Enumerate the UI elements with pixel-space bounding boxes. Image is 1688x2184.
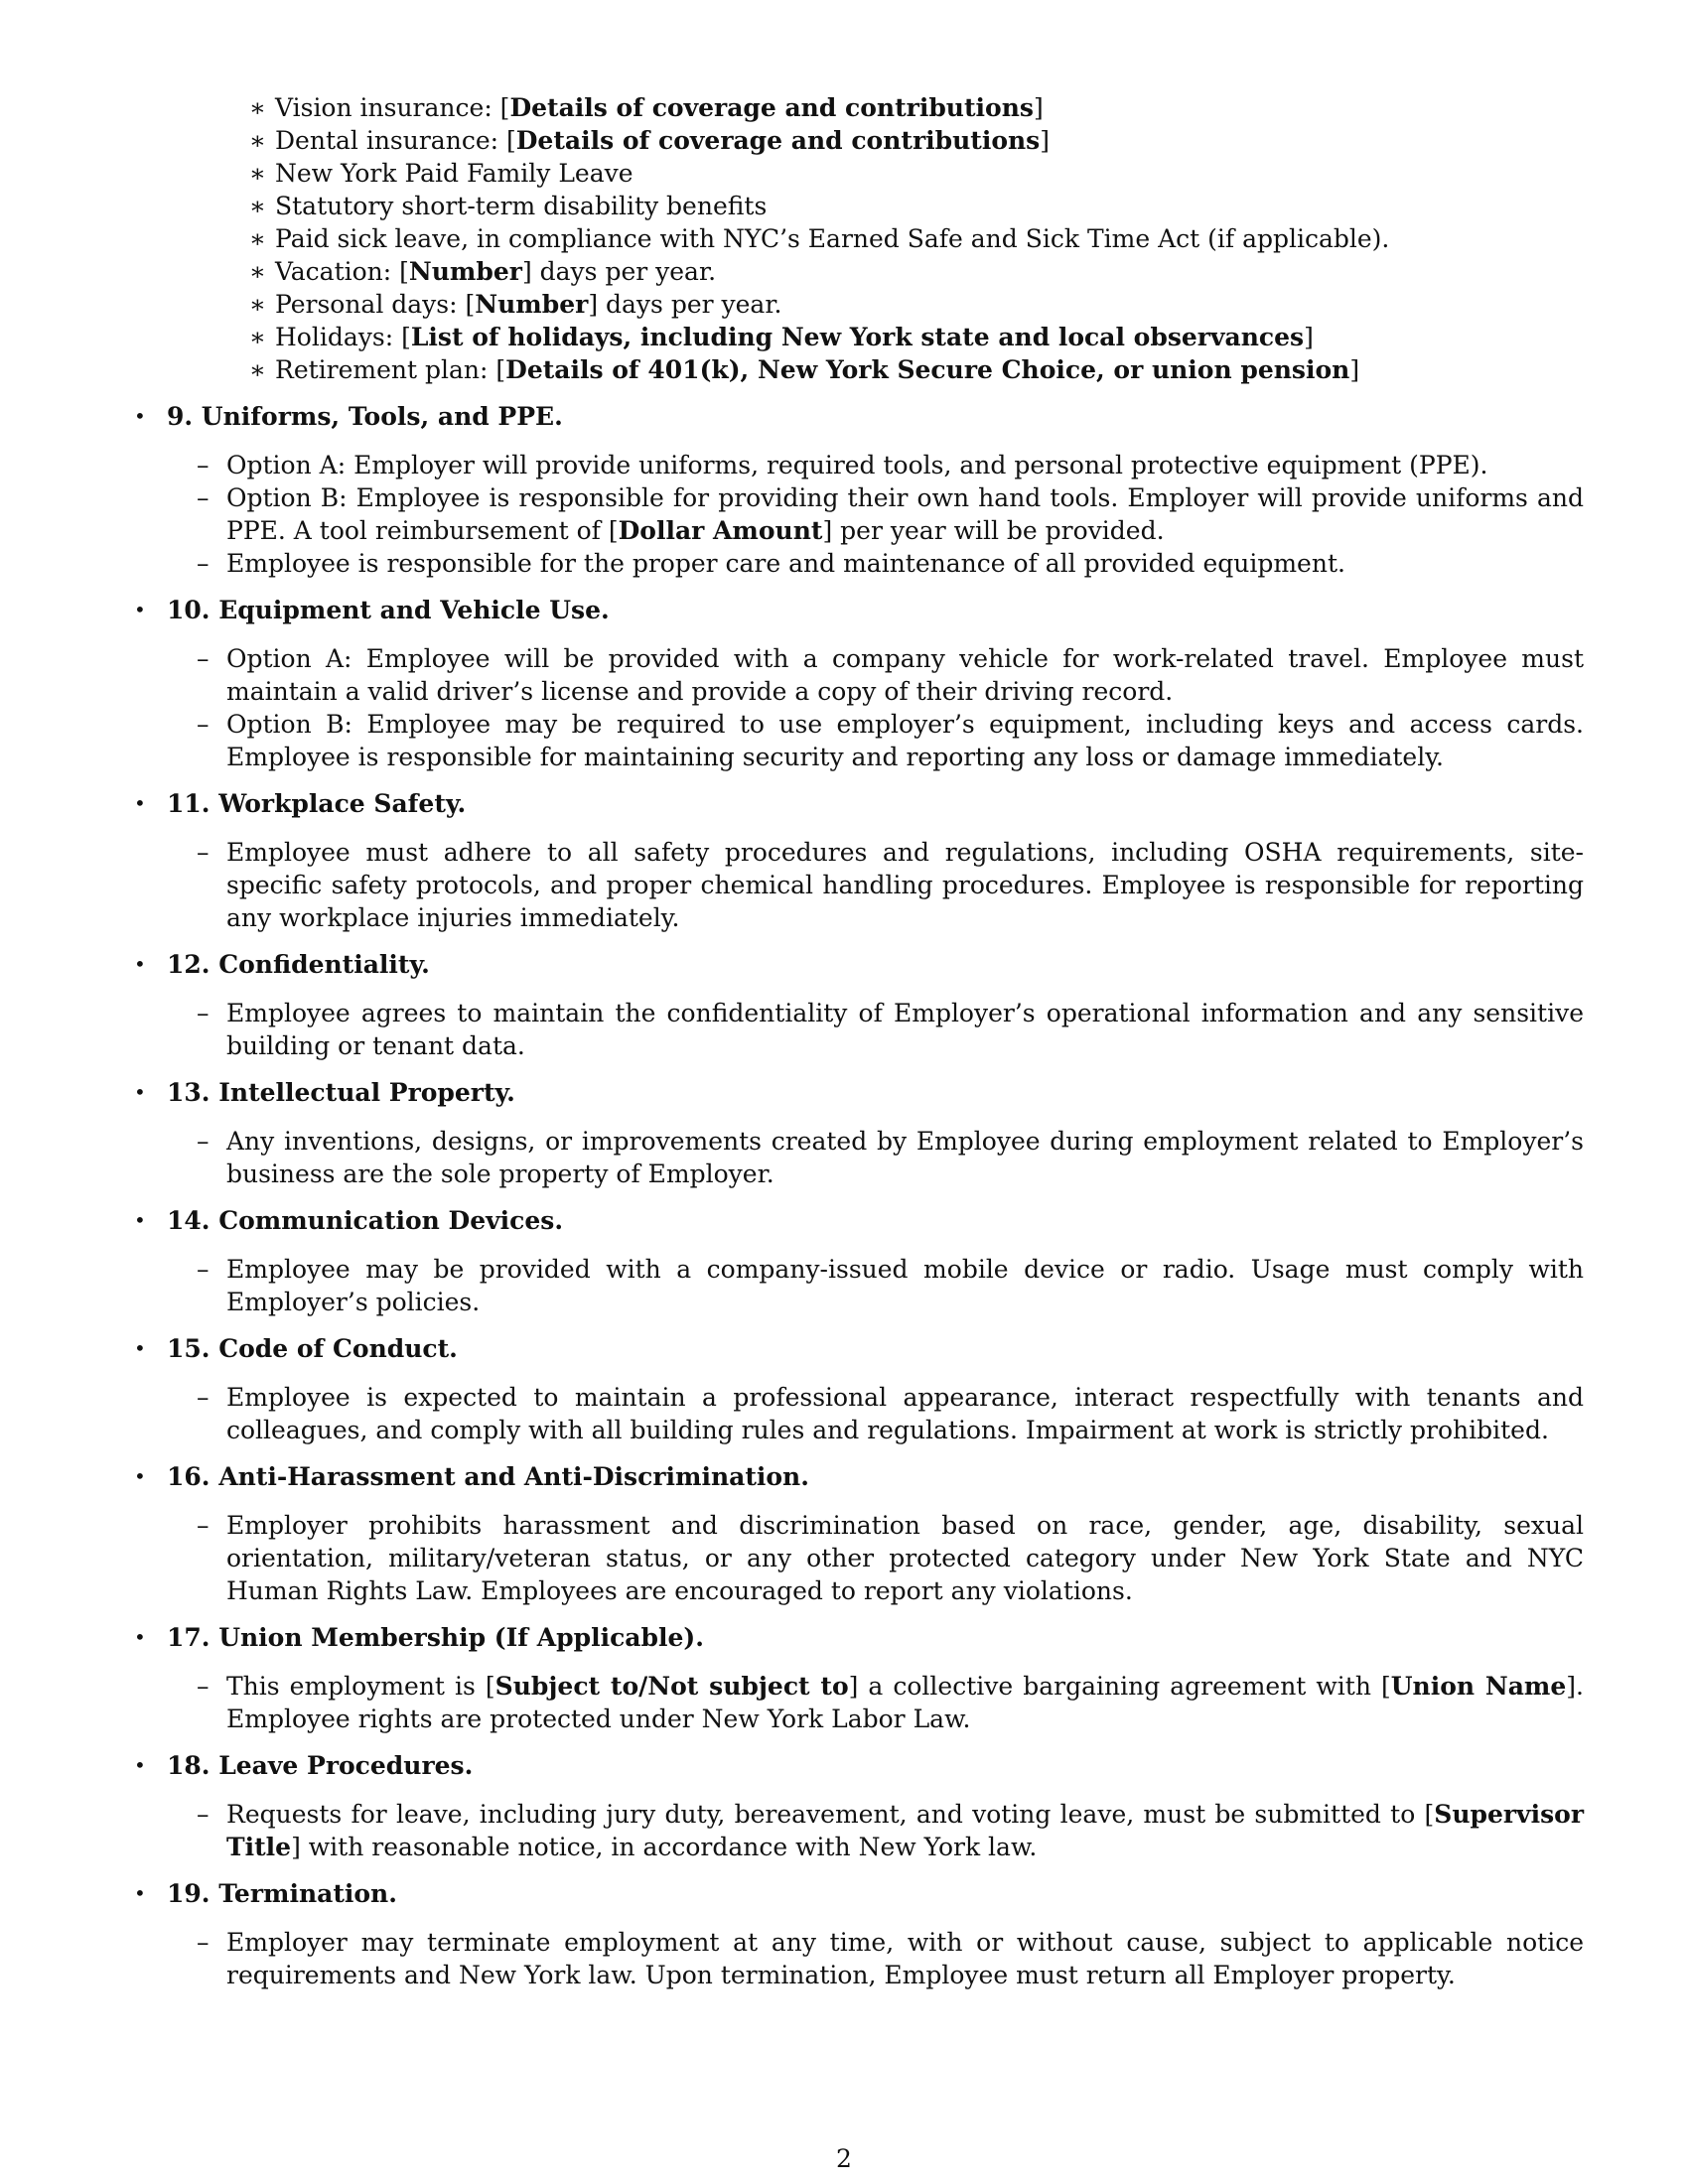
benefit-item [245,91,1584,124]
bold-placeholder: Details of coverage and contributions [509,93,1034,122]
benefit-item [245,321,1584,353]
dash-bullet-icon: – [197,1928,210,1957]
section-heading: 9. Uniforms, Tools, and PPE. [167,402,563,431]
dash-bullet-icon: – [197,1672,210,1701]
text-fragment: Employee is responsible for the proper care and maintenance of all provided equipment. [226,549,1345,578]
text-fragment: Option A: Employer will provide uniforms, required tools, and personal protective equipment (PPE). [226,451,1488,479]
asterisk-bullet-icon: ∗ [249,192,266,220]
text-fragment: ] [1033,93,1044,122]
clause-item [167,1381,1584,1446]
text-fragment: Any inventions, designs, or improvements created by Employee during employment related to Employer’s business are the sole property of Employer. [226,1127,1584,1188]
dash-bullet-icon: – [197,1800,210,1829]
bold-placeholder: Subject to/Not subject to [494,1672,849,1701]
asterisk-bullet-icon: ∗ [249,93,266,122]
dash-bullet-icon: – [197,1511,210,1540]
clause-item [167,547,1584,580]
section-heading: 18. Leave Procedures. [167,1751,474,1780]
benefit-item [245,124,1584,157]
section-heading: 11. Workplace Safety. [167,789,467,818]
bold-placeholder: Dollar Amount [618,516,823,545]
dash-bullet-icon: – [197,644,210,673]
text-fragment: Holidays: [ [275,323,411,351]
section [134,787,1584,934]
clause-item [167,708,1584,773]
bullet-icon: • [134,1336,146,1360]
text-fragment: Statutory short-term disability benefits [275,192,768,220]
section [134,1877,1584,1991]
dash-bullet-icon: – [197,1127,210,1156]
asterisk-bullet-icon: ∗ [249,224,266,253]
dash-bullet-icon: – [197,710,210,739]
bullet-icon: • [134,1208,146,1232]
section [134,1332,1584,1446]
benefit-item [245,353,1584,386]
text-fragment: Employee must adhere to all safety procedures and regulations, including OSHA requirements, site-specific safety protocols, and proper chemical handling procedures. Employee is responsible for reporting any workplace injuries immediately. [226,838,1584,932]
text-fragment: New York Paid Family Leave [275,159,633,188]
asterisk-bullet-icon: ∗ [249,355,266,384]
section-heading: 17. Union Membership (If Applicable). [167,1623,704,1652]
section-heading: 10. Equipment and Vehicle Use. [167,596,610,624]
bold-placeholder: List of holidays, including New York state and local observances [410,323,1305,351]
text-fragment: Option B: Employee is responsible for providing their own hand tools. Employer will provide uniforms and PPE. A tool reimbursement of [ [226,483,1584,545]
bullet-icon: • [134,791,146,815]
benefit-item [245,288,1584,321]
clause-item [167,1125,1584,1190]
text-fragment: ] days per year. [588,290,782,319]
bullet-icon: • [134,598,146,621]
page-number: 2 [836,2144,852,2173]
bullet-icon: • [134,1080,146,1104]
text-fragment: ]. Employee rights are protected under New York Labor Law. [226,1672,1584,1733]
clause-item [167,997,1584,1062]
benefit-item [245,190,1584,222]
text-fragment: ] [1040,126,1051,155]
bullet-icon: • [134,1464,146,1488]
bold-placeholder: Supervisor Title [226,1800,1584,1861]
text-fragment: Option A: Employee will be provided with a company vehicle for work-related travel. Employee must maintain a valid driver’s license and provide a copy of their driving record. [226,644,1584,706]
text-fragment: Vacation: [ [275,257,409,286]
text-fragment: Personal days: [ [275,290,476,319]
asterisk-bullet-icon: ∗ [249,290,266,319]
text-fragment: This employment is [ [226,1672,495,1701]
sections-list [134,400,1584,1991]
bullet-icon: • [134,1753,146,1777]
text-fragment: Employee agrees to maintain the confidentiality of Employer’s operational information and any sensitive building or tenant data. [226,999,1584,1060]
asterisk-bullet-icon: ∗ [249,257,266,286]
section [134,948,1584,1062]
benefit-item [245,157,1584,190]
text-fragment: Paid sick leave, in compliance with NYC’s Earned Safe and Sick Time Act (if applicable). [275,224,1390,253]
text-fragment: Option B: Employee may be required to use employer’s equipment, including keys and access cards. Employee is responsible for maintaining security and reporting any loss or damage immediately. [226,710,1584,771]
text-fragment: ] per year will be provided. [822,516,1165,545]
section-heading: 16. Anti-Harassment and Anti-Discrimination. [167,1462,809,1491]
text-fragment: ] [1304,323,1314,351]
dash-bullet-icon: – [197,1255,210,1284]
clause-item [167,1926,1584,1991]
clause-item [167,449,1584,481]
dash-bullet-icon: – [197,483,210,512]
text-fragment: Employee may be provided with a company-issued mobile device or radio. Usage must comply with Employer’s policies. [226,1255,1584,1316]
section [134,400,1584,580]
text-fragment: Dental insurance: [ [275,126,516,155]
section-heading: 13. Intellectual Property. [167,1078,515,1107]
dash-bullet-icon: – [197,1383,210,1412]
asterisk-bullet-icon: ∗ [249,323,266,351]
section [134,1204,1584,1318]
clause-item [167,1253,1584,1318]
dash-bullet-icon: – [197,451,210,479]
bold-placeholder: Number [475,290,589,319]
dash-bullet-icon: – [197,549,210,578]
text-fragment: Employer may terminate employment at any time, with or without cause, subject to applicable notice requirements and New York law. Upon termination, Employee must return all Employer property. [226,1928,1584,1989]
text-fragment: ] [1349,355,1360,384]
clause-item [167,836,1584,934]
bold-placeholder: Details of 401(k), New York Secure Choice, or union pension [505,355,1350,384]
text-fragment: ] days per year. [521,257,717,286]
clause-item [167,1798,1584,1863]
section-heading: 14. Communication Devices. [167,1206,564,1235]
bullet-icon: • [134,1881,146,1905]
clause-item [167,1509,1584,1607]
text-fragment: Retirement plan: [ [275,355,506,384]
benefits-list [245,91,1584,386]
section-heading: 15. Code of Conduct. [167,1334,458,1363]
section [134,1460,1584,1607]
clause-item [167,642,1584,708]
bold-placeholder: Number [408,257,522,286]
document-page [134,91,1584,1991]
asterisk-bullet-icon: ∗ [249,126,266,155]
text-fragment: Vision insurance: [ [275,93,510,122]
section-heading: 12. Confidentiality. [167,950,430,979]
section-heading: 19. Termination. [167,1879,397,1908]
benefit-item [245,255,1584,288]
bold-placeholder: Details of coverage and contributions [515,126,1041,155]
text-fragment: Employee is expected to maintain a professional appearance, interact respectfully with tenants and colleagues, and comply with all building rules and regulations. Impairment at work is strictly prohibited. [226,1383,1584,1444]
section [134,1621,1584,1735]
section [134,1749,1584,1863]
section [134,594,1584,773]
benefit-item [245,222,1584,255]
clause-item [167,481,1584,547]
dash-bullet-icon: – [197,838,210,867]
dash-bullet-icon: – [197,999,210,1027]
clause-item [167,1670,1584,1735]
bullet-icon: • [134,1625,146,1649]
text-fragment: ] with reasonable notice, in accordance with New York law. [291,1833,1038,1861]
bold-placeholder: Union Name [1390,1672,1567,1701]
text-fragment: Requests for leave, including jury duty, bereavement, and voting leave, must be submitted to [ [226,1800,1435,1829]
text-fragment: ] a collective bargaining agreement with [ [848,1672,1391,1701]
bullet-icon: • [134,952,146,976]
section [134,1076,1584,1190]
asterisk-bullet-icon: ∗ [249,159,266,188]
bullet-icon: • [134,404,146,428]
text-fragment: Employer prohibits harassment and discrimination based on race, gender, age, disability, sexual orientation, military/veteran status, or any other protected category under New York State and NYC Human Rights Law. Employees are encouraged to report any violations. [226,1511,1584,1605]
